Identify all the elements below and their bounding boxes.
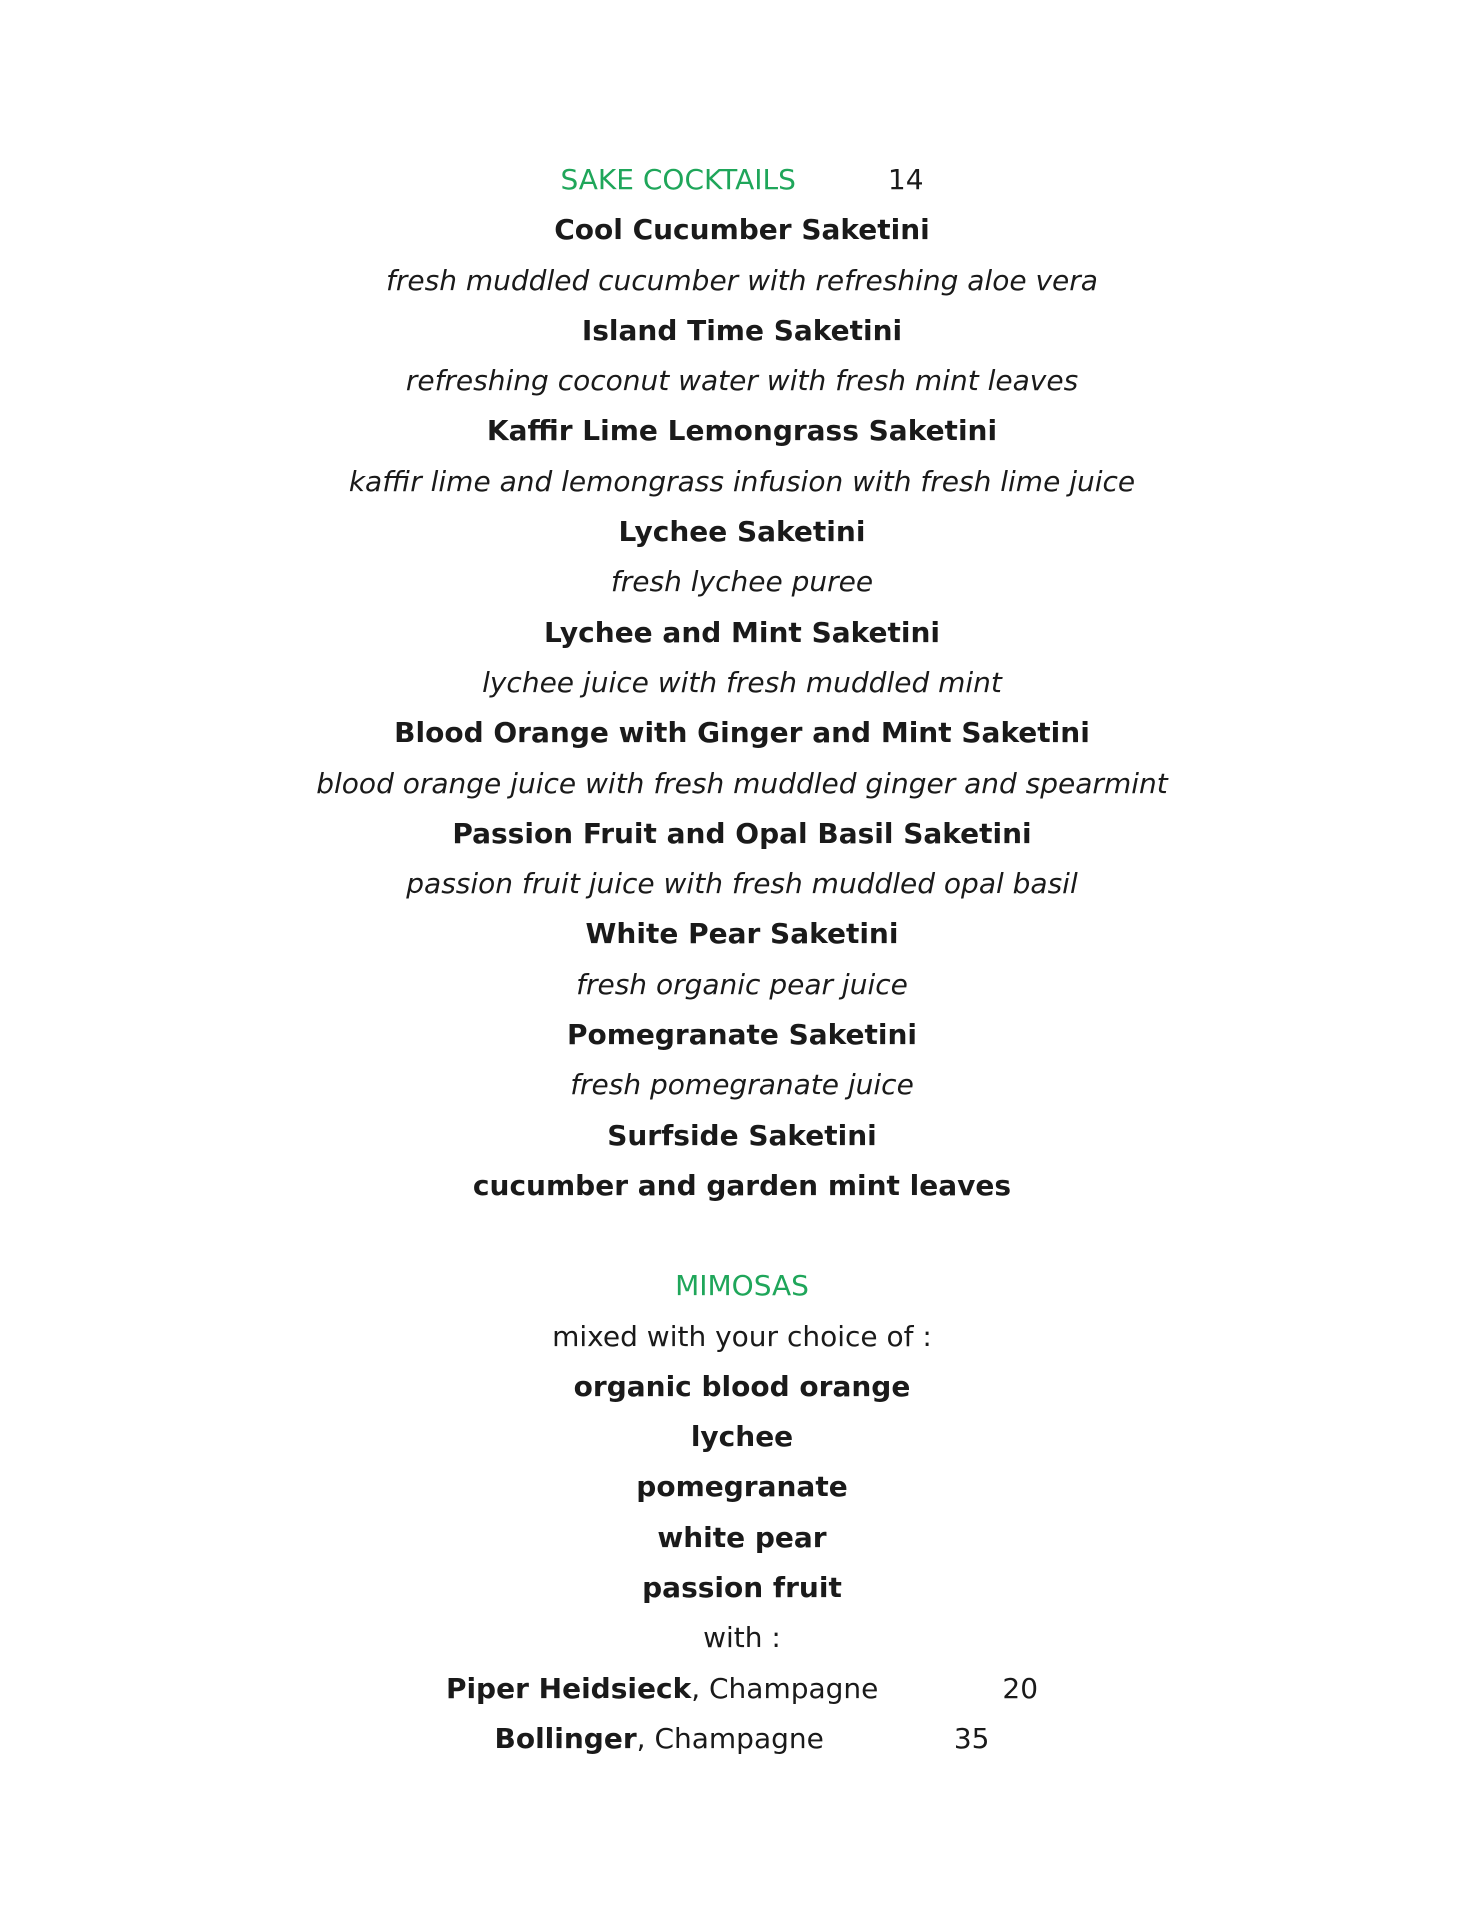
menu-item-name: Island Time Saketini [581,313,903,347]
menu-item-name: White Pear Saketini [585,917,899,951]
champagne-option [0,1714,1484,1764]
menu-item-description: lychee juice with fresh muddled mint [482,665,1002,699]
menu-item-name: Lychee Saketini [618,515,866,549]
champagne-name: Piper Heidsieck [445,1671,692,1705]
menu-item-name: Blood Orange with Ginger and Mint Saketini [394,716,1090,750]
section-spacer [0,1211,1484,1261]
menu-item-name: Lychee and Mint Saketini [543,615,941,649]
menu-item-description: fresh muddled cucumber with refreshing aloe vera [386,263,1098,297]
menu-item-name: Surfside Saketini [607,1118,877,1152]
menu-item-name: Kaffir Lime Lemongrass Saketini [486,414,998,448]
menu-item-description: fresh organic pear juice [576,967,908,1001]
menu-item-name: Cool Cucumber Saketini [554,213,930,247]
section-price: 14 [887,163,924,196]
champagne-price: 20 [1002,1671,1039,1705]
champagne-type: , Champagne [691,1671,879,1705]
champagne-price: 35 [953,1721,990,1755]
mimosas-intro: mixed with your choice of : [552,1319,932,1353]
mimosa-choice: lychee [690,1420,794,1454]
menu-item-description: kaffir lime and lemongrass infusion with fresh lime juice [348,464,1136,498]
mimosa-choice: pomegranate [636,1470,848,1504]
section-title-mimosas: MIMOSAS [675,1269,809,1303]
section-title-sake-cocktails: SAKE COCKTAILS [560,163,796,196]
menu-item-description: refreshing coconut water with fresh mint leaves [405,364,1079,398]
menu-page [0,155,1484,1764]
menu-item-name: Passion Fruit and Opal Basil Saketini [452,816,1032,850]
menu-item-description: fresh pomegranate juice [570,1068,914,1102]
menu-item-description: cucumber and garden mint leaves [472,1168,1012,1202]
menu-item-description: blood orange juice with fresh muddled ginger and spearmint [316,766,1168,800]
mimosa-choice: white pear [657,1520,827,1554]
menu-item-description: passion fruit juice with fresh muddled opal basil [406,867,1078,901]
mimosa-choice: passion fruit [642,1571,842,1605]
mimosa-choice: organic blood orange [573,1369,911,1403]
champagne-option [0,1664,1484,1714]
sake-cocktails-header [0,155,1484,205]
menu-item-name: Pomegranate Saketini [566,1018,918,1052]
champagne-type: , Champagne [636,1721,824,1755]
champagne-name: Bollinger [494,1721,637,1755]
mimosas-with-label: with : [703,1621,781,1655]
menu-item-description: fresh lychee puree [610,565,874,599]
